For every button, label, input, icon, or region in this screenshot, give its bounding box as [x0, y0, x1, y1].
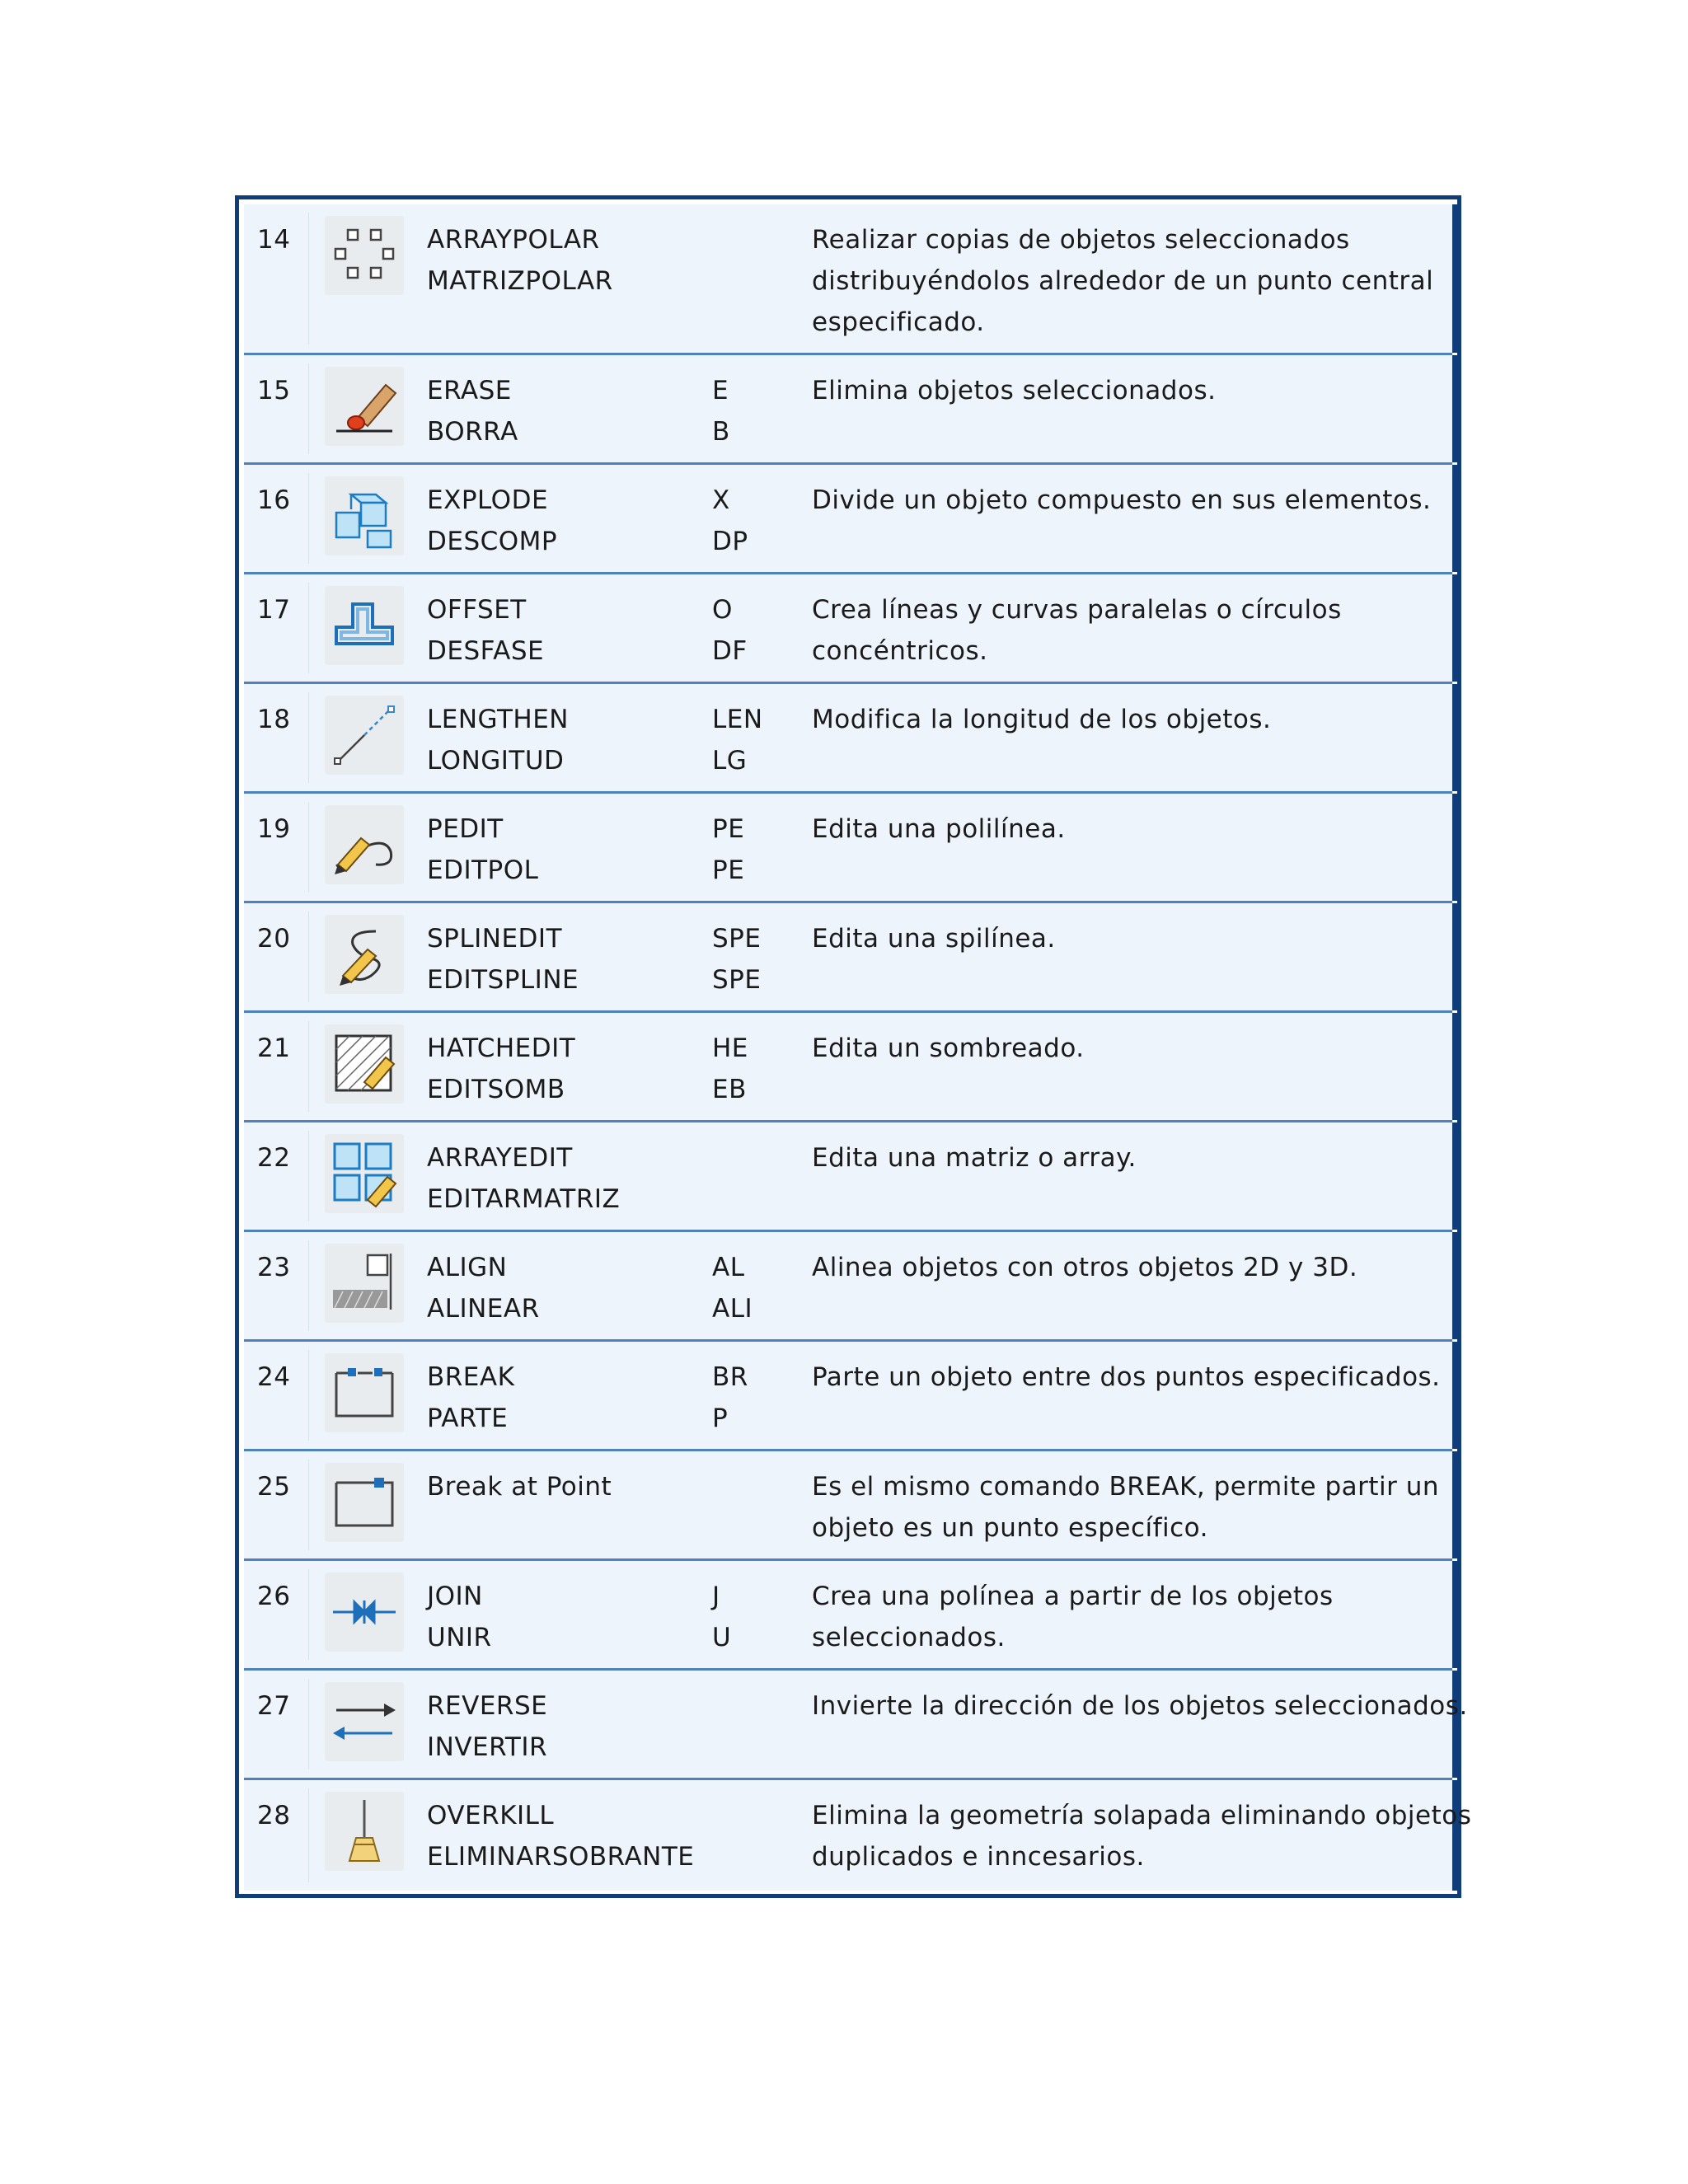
command-description	[812, 1247, 1357, 1288]
commands-table	[235, 195, 1472, 1898]
command-description	[812, 219, 1433, 343]
row-number: 14	[257, 225, 291, 255]
table-row	[244, 1671, 1468, 1780]
command-es: ALINEAR	[427, 1294, 540, 1324]
lengthen-icon	[325, 696, 404, 775]
description-line: Realizar copias de objetos seleccionados	[812, 225, 1350, 255]
description-line: Divide un objeto compuesto en sus elementos.	[812, 485, 1432, 515]
description-line: Elimina objetos seleccionados.	[812, 376, 1217, 405]
command-description	[812, 1137, 1137, 1179]
command-alias	[712, 1028, 748, 1110]
table-row	[244, 794, 1452, 903]
offset-icon	[325, 586, 404, 665]
alias-en: O	[712, 595, 733, 625]
row-number: 21	[257, 1033, 291, 1063]
alias-en: PE	[712, 814, 745, 844]
overkill-icon	[325, 1792, 404, 1871]
table-row	[244, 355, 1452, 465]
description-line: Invierte la dirección de los objetos seleccionados.	[812, 1691, 1468, 1721]
command-name	[427, 1357, 514, 1439]
reverse-icon	[325, 1682, 404, 1761]
alias-en: J	[712, 1582, 720, 1611]
description-line: objeto es un punto específico.	[812, 1513, 1208, 1543]
command-es: EDITSOMB	[427, 1075, 565, 1104]
command-en: JOIN	[427, 1582, 483, 1611]
row-number: 18	[257, 705, 291, 734]
command-name	[427, 1576, 492, 1658]
alias-en: AL	[712, 1253, 745, 1282]
alias-en: SPE	[712, 924, 762, 954]
description-line: especificado.	[812, 307, 985, 337]
hatchedit-icon	[325, 1024, 404, 1104]
table-row	[244, 1342, 1452, 1451]
arraypolar-icon	[325, 216, 404, 295]
erase-icon	[325, 367, 404, 446]
align-icon	[325, 1244, 404, 1323]
alias-es: ALI	[712, 1294, 753, 1324]
command-es: INVERTIR	[427, 1732, 548, 1762]
command-description	[812, 480, 1431, 521]
alias-es: P	[712, 1404, 729, 1433]
command-name	[427, 808, 538, 891]
description-line: Es el mismo comando BREAK, permite partir un	[812, 1472, 1440, 1502]
description-line: Modifica la longitud de los objetos.	[812, 705, 1272, 734]
table-row	[244, 574, 1452, 684]
command-name	[427, 1795, 694, 1877]
command-en: LENGTHEN	[427, 705, 569, 734]
explode-icon	[325, 476, 404, 555]
alias-es: DP	[712, 527, 748, 556]
command-en: ERASE	[427, 376, 512, 405]
row-number: 23	[257, 1253, 291, 1282]
command-alias	[712, 918, 761, 1001]
splinedit-icon	[325, 915, 404, 994]
row-number: 26	[257, 1582, 291, 1611]
command-description	[812, 918, 1056, 959]
row-number: 25	[257, 1472, 291, 1502]
command-alias	[712, 808, 744, 891]
table-row	[244, 903, 1452, 1013]
table-row	[244, 465, 1452, 574]
command-es: PARTE	[427, 1404, 509, 1433]
row-number: 19	[257, 814, 291, 844]
description-line: Edita una matriz o array.	[812, 1143, 1137, 1173]
description-line: concéntricos.	[812, 636, 988, 666]
arrayedit-icon	[325, 1134, 404, 1213]
command-description	[812, 1576, 1334, 1658]
table-row	[244, 684, 1452, 794]
alias-es: U	[712, 1623, 732, 1652]
row-number: 27	[257, 1691, 291, 1721]
command-en: ARRAYPOLAR	[427, 225, 600, 255]
description-line: Edita un sombreado.	[812, 1033, 1085, 1063]
command-en: SPLINEDIT	[427, 924, 563, 954]
command-name	[427, 370, 518, 452]
alias-es: SPE	[712, 965, 762, 995]
command-es: UNIR	[427, 1623, 492, 1652]
pedit-icon	[325, 805, 404, 884]
command-en: PEDIT	[427, 814, 504, 844]
alias-es: PE	[712, 855, 745, 885]
command-es: MATRIZPOLAR	[427, 266, 613, 296]
command-es: DESCOMP	[427, 527, 558, 556]
command-es: BORRA	[427, 417, 518, 447]
command-alias	[712, 370, 730, 452]
command-en: ALIGN	[427, 1253, 508, 1282]
description-line: Alinea objetos con otros objetos 2D y 3D.	[812, 1253, 1358, 1282]
alias-es: LG	[712, 746, 748, 776]
description-line: distribuyéndolos alrededor de un punto central	[812, 266, 1434, 296]
command-description	[812, 1028, 1085, 1069]
command-alias	[712, 1247, 753, 1329]
command-es: LONGITUD	[427, 746, 565, 776]
alias-en: LEN	[712, 705, 763, 734]
alias-en: X	[712, 485, 730, 515]
command-en: OFFSET	[427, 595, 527, 625]
command-name	[427, 480, 557, 562]
alias-es: DF	[712, 636, 748, 666]
command-description	[812, 1685, 1468, 1727]
alias-en: BR	[712, 1362, 748, 1392]
command-description	[812, 808, 1066, 850]
command-description	[812, 589, 1342, 672]
row-number: 28	[257, 1801, 291, 1830]
table-row	[244, 1561, 1452, 1671]
row-number: 24	[257, 1362, 291, 1392]
table-row	[244, 1232, 1452, 1342]
command-name	[427, 1685, 547, 1768]
command-es	[427, 1507, 612, 1549]
command-en: REVERSE	[427, 1691, 548, 1721]
command-en: BREAK	[427, 1362, 515, 1392]
table-row	[244, 204, 1452, 355]
row-number: 16	[257, 485, 291, 515]
description-line: Edita una spilínea.	[812, 924, 1056, 954]
command-description	[812, 1357, 1441, 1398]
alias-es: EB	[712, 1075, 747, 1104]
command-description	[812, 1466, 1439, 1549]
command-alias	[712, 1576, 731, 1658]
alias-es: B	[712, 417, 730, 447]
break-icon	[325, 1353, 404, 1432]
command-alias	[712, 699, 763, 781]
description-line: Elimina la geometría solapada eliminando objetos	[812, 1801, 1472, 1830]
command-es: EDITSPLINE	[427, 965, 579, 995]
command-name	[427, 1137, 620, 1220]
command-en: EXPLODE	[427, 485, 549, 515]
command-en: OVERKILL	[427, 1801, 555, 1830]
break-at-point-icon	[325, 1463, 404, 1542]
command-en: HATCHEDIT	[427, 1033, 576, 1063]
command-name	[427, 1028, 575, 1110]
command-en: Break at Point	[427, 1472, 612, 1502]
command-es: DESFASE	[427, 636, 545, 666]
command-name	[427, 1247, 540, 1329]
description-line: Edita una polilínea.	[812, 814, 1066, 844]
row-number: 17	[257, 595, 291, 625]
alias-en: E	[712, 376, 729, 405]
command-description	[812, 699, 1271, 740]
command-es: EDITARMATRIZ	[427, 1184, 621, 1214]
command-name	[427, 589, 544, 672]
description-line: seleccionados.	[812, 1623, 1006, 1652]
command-es: ELIMINARSOBRANTE	[427, 1842, 695, 1872]
alias-en: HE	[712, 1033, 748, 1063]
command-alias	[712, 480, 748, 562]
table-row	[244, 1013, 1452, 1122]
command-es: EDITPOL	[427, 855, 539, 885]
join-icon	[325, 1572, 404, 1652]
description-line: Parte un objeto entre dos puntos especificados.	[812, 1362, 1441, 1392]
table-row	[244, 1122, 1452, 1232]
command-en: ARRAYEDIT	[427, 1143, 573, 1173]
row-number: 15	[257, 376, 291, 405]
row-number: 22	[257, 1143, 291, 1173]
command-name	[427, 219, 613, 302]
command-alias	[712, 1357, 748, 1439]
command-name	[427, 1466, 612, 1549]
description-line: duplicados e inncesarios.	[812, 1842, 1145, 1872]
table-row	[244, 1451, 1452, 1561]
command-description	[812, 370, 1216, 411]
command-description	[812, 1795, 1471, 1877]
command-name	[427, 699, 569, 781]
command-alias	[712, 589, 748, 672]
description-line: Crea una polínea a partir de los objetos	[812, 1582, 1334, 1611]
row-number: 20	[257, 924, 291, 954]
description-line: Crea líneas y curvas paralelas o círculos	[812, 595, 1342, 625]
table-row	[244, 1780, 1472, 1891]
command-name	[427, 918, 579, 1001]
